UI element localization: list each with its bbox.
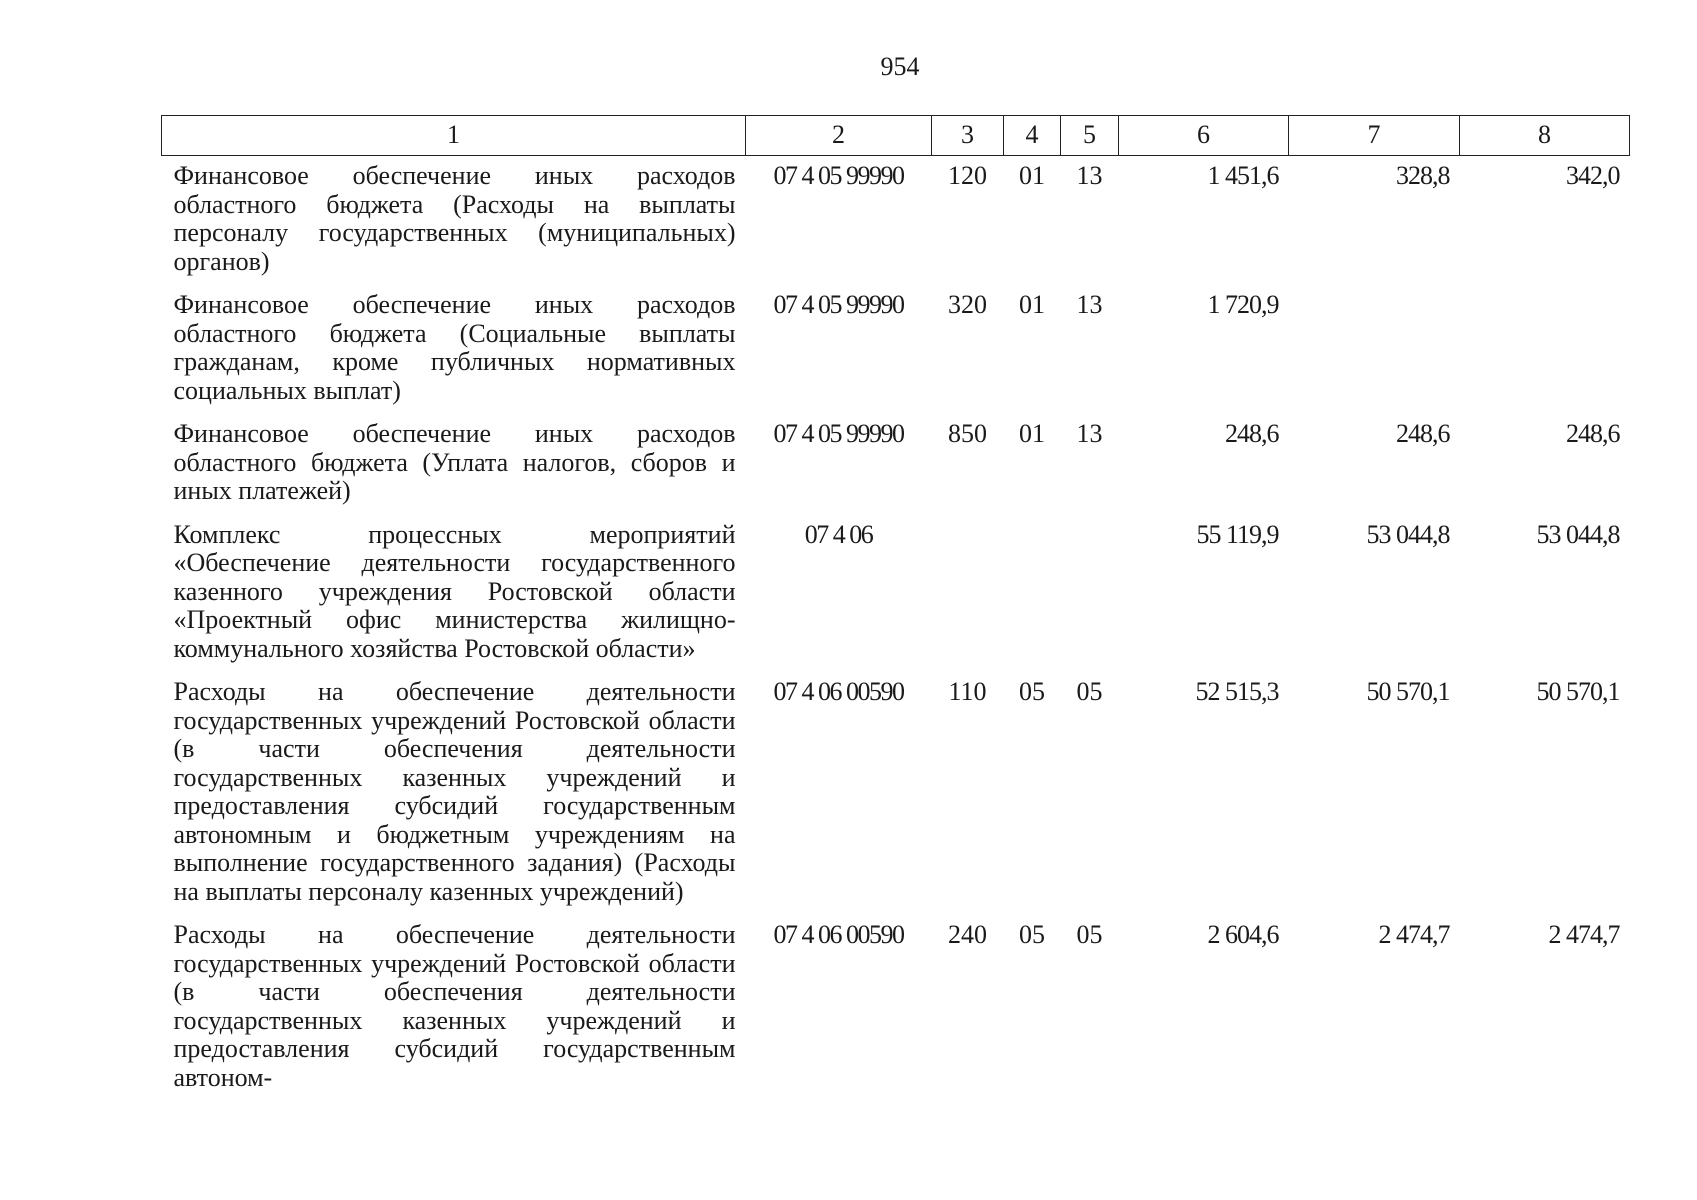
budget-table [161,115,1630,1101]
column-header-2: 2 [746,116,932,156]
column-header-1: 1 [162,116,746,156]
row-subsection [1061,515,1119,673]
row-value-col7: 50 570,1 [1366,677,1450,706]
row-section [1004,515,1061,673]
row-value-col8: 2 474,7 [1548,920,1620,949]
row-value-col8: 248,6 [1566,419,1620,448]
row-value-col7: 328,8 [1396,161,1450,190]
table-row [162,515,1630,673]
table-row [162,915,1630,1101]
row-value-col8: 50 570,1 [1536,677,1620,706]
table-row [162,672,1630,915]
row-section: 01 [1019,290,1045,319]
row-description: Расходы на обеспечение деятельности государственных учреждений Ростовской области (в части обеспечения деятельности государственных казенных учреждений и предоставления субсидий государственным автоном- [173,920,736,1092]
row-subsection: 13 [1076,161,1103,190]
row-expense-type: 110 [948,677,987,706]
row-subsection: 05 [1076,920,1103,949]
column-header-3: 3 [932,116,1004,156]
row-subsection: 13 [1076,419,1103,448]
column-header-5: 5 [1061,116,1119,156]
row-value-col6: 248,6 [1225,419,1279,448]
row-value-col7: 53 044,8 [1366,519,1450,549]
row-description: Комплекс процессных мероприятий «Обеспечение деятельности государственного казенного учреждения Ростовской области «Проектный офис министерства жилищно-коммунального хозяйства Ростовской области» [173,519,736,663]
row-description: Финансовое обеспечение иных расходов областного бюджета (Социальные выплаты гражданам, кроме публичных нормативных социальных выплат) [173,290,736,405]
row-value-col8 [1460,285,1630,414]
column-header-8: 8 [1460,116,1630,156]
row-expense-type: 320 [948,290,987,319]
row-section: 05 [1019,677,1045,706]
row-expense-type: 240 [948,920,987,949]
row-expense-type: 850 [948,419,987,448]
row-section: 01 [1019,419,1045,448]
page-number: 954 [880,52,920,81]
row-value-col7: 248,6 [1396,419,1450,448]
row-value-col6: 52 515,3 [1195,677,1279,706]
row-target-code: 07 4 06 00590 [773,920,904,949]
column-header-6: 6 [1119,116,1289,156]
row-section: 05 [1019,920,1045,949]
row-subsection: 13 [1076,290,1103,319]
row-target-code: 07 4 05 99990 [773,419,904,448]
row-target-code: 07 4 06 [804,519,873,549]
row-description: Расходы на обеспечение деятельности государственных учреждений Ростовской области (в части обеспечения деятельности государственных казенных учреждений и предоставления субсидий государственным автономным и бюджетным учреждениям на выполнение государственного задания) (Расходы на выплаты персоналу казенных учреждений) [173,677,736,906]
row-description: Финансовое обеспечение иных расходов областного бюджета (Расходы на выплаты персоналу государственных (муниципальных) органов) [173,161,736,276]
row-target-code: 07 4 05 99990 [773,290,904,319]
table-row [162,285,1630,414]
row-subsection: 05 [1076,677,1103,706]
row-value-col7: 2 474,7 [1378,920,1450,949]
row-value-col8: 342,0 [1566,161,1620,190]
row-value-col6: 2 604,6 [1207,920,1279,949]
table-row [162,156,1630,286]
table-row [162,414,1630,515]
row-value-col6: 1 451,6 [1207,161,1279,190]
row-value-col6: 1 720,9 [1207,290,1279,319]
table-header-row [162,116,1630,156]
row-description: Финансовое обеспечение иных расходов областного бюджета (Уплата налогов, сборов и иных платежей) [173,419,736,505]
column-header-4: 4 [1004,116,1061,156]
row-section: 01 [1019,161,1045,190]
row-value-col6: 55 119,9 [1196,519,1279,549]
row-value-col8: 53 044,8 [1536,519,1620,549]
row-expense-type [932,515,1004,673]
row-expense-type: 120 [948,161,987,190]
row-target-code: 07 4 05 99990 [773,161,904,190]
column-header-7: 7 [1289,116,1460,156]
row-target-code: 07 4 06 00590 [773,677,904,706]
row-value-col7 [1289,285,1460,414]
